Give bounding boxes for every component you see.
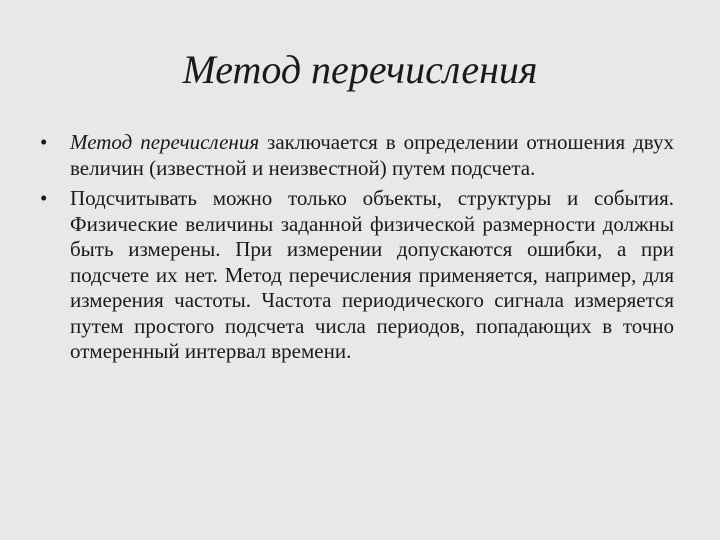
slide-title: Метод перечисления [182,47,538,92]
bullet-item [38,186,674,365]
bullet-item [38,130,674,181]
bullet-point-icon: • [40,186,48,210]
bullet-text: заключается в определении отношения двух величин (известной и неизвестной) путем подсчета. [70,130,675,180]
bullet-text: Подсчитывать можно только объекты, структуры и события. Физические величины заданной физической размерности должны быть измерены. При измерении допускаются ошибки, а при подсчете их нет. Метод перечисления применяется, например, для измерения частоты. Частота периодического сигнала измеряется путем простого подсчета числа периодов, попадающих в точно отмеренный интервал времени. [70,186,674,363]
bullet-point-icon: • [40,130,48,154]
bullet-list [38,130,674,370]
bullet-term: Метод перечисления [70,130,260,154]
